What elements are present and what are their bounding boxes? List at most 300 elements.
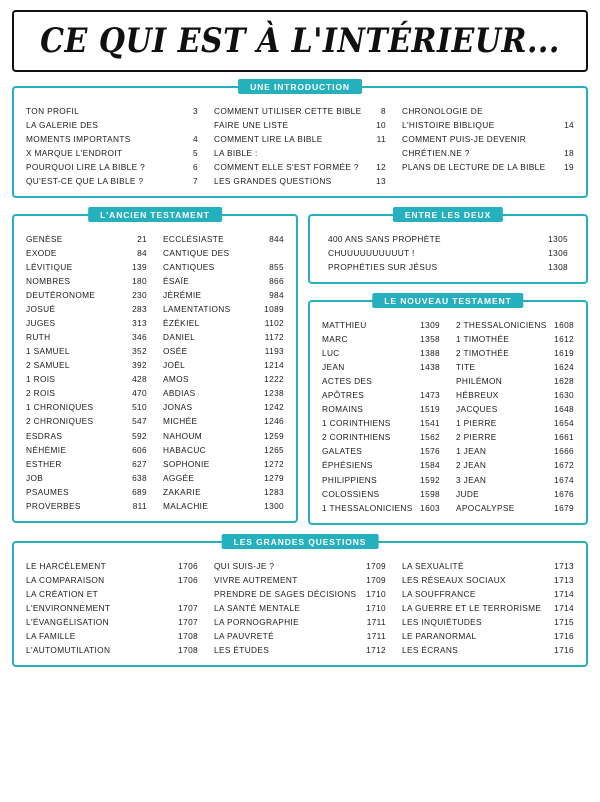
list-item[interactable] — [26, 132, 198, 146]
entry-label: COMMENT UTILISER CETTE BIBLE — [214, 105, 362, 116]
questions-columns — [22, 559, 578, 657]
list-item[interactable] — [214, 559, 386, 573]
entry-label: LES INQUIÉTUDES — [402, 616, 482, 627]
list-item[interactable] — [456, 487, 574, 501]
list-item[interactable] — [26, 587, 198, 601]
list-item[interactable] — [402, 132, 574, 146]
list-item[interactable] — [402, 118, 574, 132]
entry-label: APOCALYPSE — [456, 502, 515, 513]
list-item[interactable] — [322, 332, 440, 346]
entry-label: MARC — [322, 334, 348, 345]
entry-page: 1708 — [178, 630, 198, 641]
entry-page: 1358 — [420, 334, 440, 345]
list-item[interactable] — [322, 431, 440, 445]
section-between-testaments — [308, 210, 588, 284]
list-item[interactable] — [322, 501, 440, 515]
entry-page: 1172 — [264, 332, 284, 343]
list-item[interactable] — [456, 361, 574, 375]
entry-label: FAIRE UNE LISTE — [214, 119, 289, 130]
entry-label: ABDIAS — [163, 388, 196, 399]
entry-label: JOSUÉ — [26, 304, 56, 315]
list-item[interactable] — [402, 629, 574, 643]
entry-label: 2 CHRONIQUES — [26, 416, 94, 427]
list-item[interactable] — [26, 499, 147, 513]
entry-label: NOMBRES — [26, 276, 71, 287]
list-item[interactable] — [322, 459, 440, 473]
entry-page: 1710 — [366, 588, 386, 599]
entry-page: 1238 — [264, 388, 284, 399]
list-item[interactable] — [163, 274, 284, 288]
list-item[interactable] — [214, 160, 386, 174]
nt-column-1 — [318, 318, 444, 515]
list-item[interactable] — [26, 317, 147, 331]
entry-label: 2 JEAN — [456, 460, 487, 471]
list-item[interactable] — [26, 485, 147, 499]
list-item[interactable] — [163, 457, 284, 471]
list-item[interactable] — [26, 373, 147, 387]
list-item[interactable] — [163, 303, 284, 317]
list-item[interactable] — [26, 471, 147, 485]
page-title-box — [12, 10, 588, 72]
entry-page: 1707 — [178, 616, 198, 627]
entry-page: 547 — [132, 416, 147, 427]
list-item[interactable] — [402, 601, 574, 615]
entry-page: 1706 — [178, 574, 198, 585]
entry-label: 2 ROIS — [26, 388, 56, 399]
list-item[interactable] — [328, 246, 568, 260]
list-item[interactable] — [26, 232, 147, 246]
entry-label: TON PROFIL — [26, 105, 80, 116]
entry-page: 1711 — [366, 616, 386, 627]
entry-page: 1624 — [554, 362, 574, 373]
entry-page: 1654 — [554, 418, 574, 429]
entry-label: JUGES — [26, 318, 56, 329]
entry-label: MOMENTS IMPORTANTS — [26, 133, 131, 144]
entry-label: JOB — [26, 472, 44, 483]
entry-label: L'AUTOMUTILATION — [26, 644, 111, 655]
entry-page: 1300 — [264, 500, 284, 511]
section-introduction — [12, 82, 588, 198]
entry-page: 8 — [381, 105, 386, 116]
entry-label: COMMENT LIRE LA BIBLE — [214, 133, 323, 144]
entry-page: 283 — [132, 304, 147, 315]
list-item[interactable] — [214, 615, 386, 629]
section-big-questions — [12, 537, 588, 667]
list-item[interactable] — [163, 415, 284, 429]
entry-page: 1283 — [264, 486, 284, 497]
list-item[interactable] — [322, 361, 440, 375]
list-item[interactable] — [163, 317, 284, 331]
entry-label: JEAN — [322, 362, 345, 373]
list-item[interactable] — [26, 260, 147, 274]
entry-label: AMOS — [163, 374, 189, 385]
list-item[interactable] — [322, 487, 440, 501]
entry-label: X MARQUE L'ENDROIT — [26, 147, 123, 158]
entry-label: ROMAINS — [322, 404, 364, 415]
entry-label: PSAUMES — [26, 486, 70, 497]
entry-page: 1541 — [420, 418, 440, 429]
list-item[interactable] — [163, 499, 284, 513]
entry-page: 1708 — [178, 644, 198, 655]
list-item[interactable] — [456, 431, 574, 445]
entry-label: LE PARANORMAL — [402, 630, 477, 641]
entry-label: HABACUC — [163, 444, 207, 455]
list-item[interactable] — [322, 389, 440, 403]
list-item[interactable] — [26, 146, 198, 160]
entry-label: LA SOUFFRANCE — [402, 588, 476, 599]
entry-label: GALATES — [322, 446, 363, 457]
entry-label: LES GRANDES QUESTIONS — [214, 175, 332, 186]
list-item[interactable] — [163, 373, 284, 387]
entry-label: 1 SAMUEL — [26, 346, 70, 357]
list-item[interactable] — [214, 643, 386, 657]
entry-label: ÉSAÏE — [163, 276, 190, 287]
entry-label: QU'EST-CE QUE LA BIBLE ? — [26, 175, 144, 186]
entry-page: 1576 — [420, 446, 440, 457]
entry-label: 400 ANS SANS PROPHÈTE — [328, 233, 441, 244]
entry-page: 1193 — [264, 346, 284, 357]
list-item[interactable] — [402, 615, 574, 629]
list-item[interactable] — [456, 375, 574, 389]
entry-label: ESDRAS — [26, 430, 63, 441]
list-item[interactable] — [322, 417, 440, 431]
entry-page: 1714 — [554, 588, 574, 599]
section-header-introduction: UNE INTRODUCTION — [238, 79, 362, 94]
entry-page: 4 — [193, 133, 198, 144]
section-old-testament — [12, 210, 298, 523]
entry-page: 84 — [137, 247, 147, 258]
list-item[interactable] — [402, 160, 574, 174]
list-item[interactable] — [163, 429, 284, 443]
entry-label: AGGÉE — [163, 472, 195, 483]
list-item[interactable] — [402, 104, 574, 118]
entry-label: L'ENVIRONNEMENT — [26, 602, 111, 613]
entry-label: MICHÉE — [163, 416, 198, 427]
entry-page: 18 — [564, 147, 574, 158]
entry-label: OSÉE — [163, 346, 188, 357]
entry-label: CANTIQUES — [163, 261, 215, 272]
list-item[interactable] — [214, 587, 386, 601]
list-item[interactable] — [402, 643, 574, 657]
entry-label: LA CRÉATION ET — [26, 588, 99, 599]
entry-page: 1630 — [554, 390, 574, 401]
page-title: CE QUI EST À L'INTÉRIEUR... — [40, 21, 560, 61]
list-item[interactable] — [322, 473, 440, 487]
list-item[interactable] — [456, 347, 574, 361]
list-item[interactable] — [456, 318, 574, 332]
entry-label: PHILIPPIENS — [322, 474, 378, 485]
entry-page: 1716 — [554, 644, 574, 655]
list-item[interactable] — [214, 601, 386, 615]
entry-page: 5 — [193, 147, 198, 158]
entry-label: 1 THESSALONICIENS — [322, 502, 413, 513]
entry-label: LES ÉTUDES — [214, 644, 270, 655]
entry-page: 1388 — [420, 348, 440, 359]
list-item[interactable] — [456, 473, 574, 487]
entry-label: 3 JEAN — [456, 474, 487, 485]
entry-label: LA SANTÉ MENTALE — [214, 602, 301, 613]
entry-label: SOPHONIE — [163, 458, 210, 469]
list-item[interactable] — [456, 459, 574, 473]
section-header-between: ENTRE LES DEUX — [393, 207, 503, 222]
entry-page: 1592 — [420, 474, 440, 485]
list-item[interactable] — [163, 471, 284, 485]
list-item[interactable] — [322, 318, 440, 332]
list-item[interactable] — [322, 375, 440, 389]
entry-page: 1716 — [554, 630, 574, 641]
entry-label: COLOSSIENS — [322, 488, 380, 499]
list-item[interactable] — [26, 288, 147, 302]
old-testament-block — [12, 210, 298, 523]
list-item[interactable] — [163, 387, 284, 401]
ot-column-1 — [22, 232, 151, 513]
list-item[interactable] — [26, 643, 198, 657]
entry-label: 2 PIERRE — [456, 432, 497, 443]
entry-label: LES ÉCRANS — [402, 644, 459, 655]
entry-page: 1648 — [554, 404, 574, 415]
list-item[interactable] — [26, 359, 147, 373]
entry-page: 1473 — [420, 390, 440, 401]
list-item[interactable] — [402, 573, 574, 587]
list-item[interactable] — [26, 601, 198, 615]
questions-column-1 — [22, 559, 202, 657]
list-item[interactable] — [163, 345, 284, 359]
entry-page: 12 — [376, 161, 386, 172]
entry-page: 1619 — [554, 348, 574, 359]
entry-page: 13 — [376, 175, 386, 186]
entry-page: 866 — [269, 276, 284, 287]
entry-page: 1676 — [554, 488, 574, 499]
entry-label: QUI SUIS-JE ? — [214, 560, 275, 571]
entry-label: NAHOUM — [163, 430, 202, 441]
list-item[interactable] — [163, 260, 284, 274]
list-item[interactable] — [26, 160, 198, 174]
list-item[interactable] — [214, 174, 386, 188]
entry-page: 1715 — [554, 616, 574, 627]
nt-column-2 — [452, 318, 578, 515]
entry-label: 2 SAMUEL — [26, 360, 70, 371]
right-column-blocks — [308, 210, 588, 525]
list-item[interactable] — [26, 345, 147, 359]
entry-page: 984 — [269, 290, 284, 301]
entry-page: 230 — [132, 290, 147, 301]
list-item[interactable] — [214, 132, 386, 146]
list-item[interactable] — [26, 429, 147, 443]
entry-page: 10 — [376, 119, 386, 130]
between-columns — [318, 232, 578, 274]
entry-page: 638 — [132, 472, 147, 483]
entry-label: L'HISTOIRE BIBLIQUE — [402, 119, 495, 130]
list-item[interactable] — [456, 403, 574, 417]
entry-label: PHILÉMON — [456, 376, 503, 387]
entry-label: LÉVITIQUE — [26, 261, 73, 272]
list-item[interactable] — [26, 174, 198, 188]
nt-columns — [318, 318, 578, 515]
entry-label: MATTHIEU — [322, 320, 367, 331]
entry-page: 346 — [132, 332, 147, 343]
entry-page: 1709 — [366, 574, 386, 585]
entry-label: ÉPHÉSIENS — [322, 460, 373, 471]
entry-label: LA COMPARAISON — [26, 574, 105, 585]
entry-page: 1706 — [178, 560, 198, 571]
list-item[interactable] — [328, 232, 568, 246]
list-item[interactable] — [163, 288, 284, 302]
list-item[interactable] — [456, 332, 574, 346]
list-item[interactable] — [214, 629, 386, 643]
list-item[interactable] — [163, 246, 284, 260]
entry-label: CHRÉTIEN.NE ? — [402, 147, 470, 158]
entry-label: 1 CHRONIQUES — [26, 402, 94, 413]
entry-page: 1214 — [264, 360, 284, 371]
entry-label: LUC — [322, 348, 340, 359]
list-item[interactable] — [26, 303, 147, 317]
list-item[interactable] — [26, 559, 198, 573]
entry-label: GENÈSE — [26, 233, 63, 244]
entry-label: PROVERBES — [26, 500, 81, 511]
entry-label: L'ÉVANGÉLISATION — [26, 616, 109, 627]
entry-page: 470 — [132, 388, 147, 399]
entry-page: 1672 — [554, 460, 574, 471]
entry-page: 1438 — [420, 362, 440, 373]
list-item[interactable] — [26, 401, 147, 415]
entry-label: LA PAUVRETÉ — [214, 630, 274, 641]
intro-column-3 — [398, 104, 578, 188]
entry-page: 1713 — [554, 560, 574, 571]
entry-page: 313 — [132, 318, 147, 329]
entry-label: 1 TIMOTHÉE — [456, 334, 510, 345]
section-header-old-testament: L'ANCIEN TESTAMENT — [88, 207, 222, 222]
entry-page: 1666 — [554, 446, 574, 457]
entry-label: LA GALERIE DES — [26, 119, 99, 130]
list-item[interactable] — [322, 403, 440, 417]
entry-page: 592 — [132, 430, 147, 441]
entry-label: 1 PIERRE — [456, 418, 497, 429]
entry-label: JUDE — [456, 488, 480, 499]
entry-label: LA SEXUALITÉ — [402, 560, 464, 571]
entry-page: 19 — [564, 161, 574, 172]
list-item[interactable] — [26, 573, 198, 587]
entry-page: 1628 — [554, 376, 574, 387]
entry-page: 1265 — [264, 444, 284, 455]
entry-label: CANTIQUE DES — [163, 247, 230, 258]
list-item[interactable] — [163, 485, 284, 499]
list-item[interactable] — [26, 387, 147, 401]
list-item[interactable] — [214, 118, 386, 132]
list-item[interactable] — [214, 146, 386, 160]
entry-page: 1711 — [366, 630, 386, 641]
entry-label: LES RÉSEAUX SOCIAUX — [402, 574, 506, 585]
list-item[interactable] — [163, 359, 284, 373]
entry-page: 1519 — [420, 404, 440, 415]
intro-columns — [22, 104, 578, 188]
list-item[interactable] — [163, 331, 284, 345]
list-item[interactable] — [163, 401, 284, 415]
entry-label: 2 TIMOTHÉE — [456, 348, 510, 359]
list-item[interactable] — [163, 443, 284, 457]
entry-page: 1661 — [554, 432, 574, 443]
list-item[interactable] — [214, 104, 386, 118]
entry-label: LE HARCÈLEMENT — [26, 560, 107, 571]
entry-page: 510 — [132, 402, 147, 413]
entry-page: 1584 — [420, 460, 440, 471]
entry-page: 352 — [132, 346, 147, 357]
entry-page: 606 — [132, 444, 147, 455]
entry-page: 1598 — [420, 488, 440, 499]
list-item[interactable] — [163, 232, 284, 246]
entry-label: MALACHIE — [163, 500, 209, 511]
list-item[interactable] — [402, 559, 574, 573]
list-item[interactable] — [456, 389, 574, 403]
entry-page: 1709 — [366, 560, 386, 571]
list-item[interactable] — [456, 445, 574, 459]
list-item[interactable] — [26, 457, 147, 471]
list-item[interactable] — [322, 445, 440, 459]
list-item[interactable] — [456, 501, 574, 515]
entry-page: 1259 — [264, 430, 284, 441]
entry-label: CHRONOLOGIE DE — [402, 105, 483, 116]
entry-label: ACTES DES — [322, 376, 373, 387]
list-item[interactable] — [328, 260, 568, 274]
entry-label: COMMENT PUIS-JE DEVENIR — [402, 133, 527, 144]
entry-page: 1309 — [420, 320, 440, 331]
list-item[interactable] — [26, 118, 198, 132]
section-header-new-testament: LE NOUVEAU TESTAMENT — [372, 293, 523, 308]
entry-page: 139 — [132, 261, 147, 272]
questions-column-2 — [210, 559, 390, 657]
ot-column-2 — [159, 232, 288, 513]
entry-page: 180 — [132, 276, 147, 287]
entry-page: 1674 — [554, 474, 574, 485]
list-item[interactable] — [402, 146, 574, 160]
entry-label: NÉHÉMIE — [26, 444, 67, 455]
list-item[interactable] — [26, 415, 147, 429]
entry-label: DEUTÉRONOME — [26, 290, 96, 301]
list-item[interactable] — [26, 274, 147, 288]
entry-page: 1308 — [548, 261, 568, 272]
list-item[interactable] — [26, 443, 147, 457]
entry-page: 1246 — [264, 416, 284, 427]
list-item[interactable] — [26, 104, 198, 118]
entry-label: 1 JEAN — [456, 446, 487, 457]
list-item[interactable] — [456, 417, 574, 431]
entry-label: EXODE — [26, 247, 57, 258]
list-item[interactable] — [26, 629, 198, 643]
list-item[interactable] — [214, 573, 386, 587]
entry-label: LA PORNOGRAPHIE — [214, 616, 300, 627]
entry-label: HÉBREUX — [456, 390, 499, 401]
list-item[interactable] — [26, 331, 147, 345]
list-item[interactable] — [26, 246, 147, 260]
entry-page: 1603 — [420, 502, 440, 513]
questions-column-3 — [398, 559, 578, 657]
list-item[interactable] — [402, 587, 574, 601]
entry-page: 1242 — [264, 402, 284, 413]
entry-page: 14 — [564, 119, 574, 130]
entry-label: PRENDRE DE SAGES DÉCISIONS — [214, 588, 357, 599]
entry-page: 627 — [132, 458, 147, 469]
entry-label: 1 CORINTHIENS — [322, 418, 391, 429]
entry-label: LA FAMILLE — [26, 630, 76, 641]
middle-row — [12, 210, 588, 525]
entry-label: LAMENTATIONS — [163, 304, 231, 315]
entry-page: 1089 — [264, 304, 284, 315]
entry-page: 1612 — [554, 334, 574, 345]
list-item[interactable] — [322, 347, 440, 361]
entry-label: 2 THESSALONICIENS — [456, 320, 547, 331]
entry-page: 811 — [132, 500, 147, 511]
list-item[interactable] — [26, 615, 198, 629]
entry-page: 7 — [193, 175, 198, 186]
